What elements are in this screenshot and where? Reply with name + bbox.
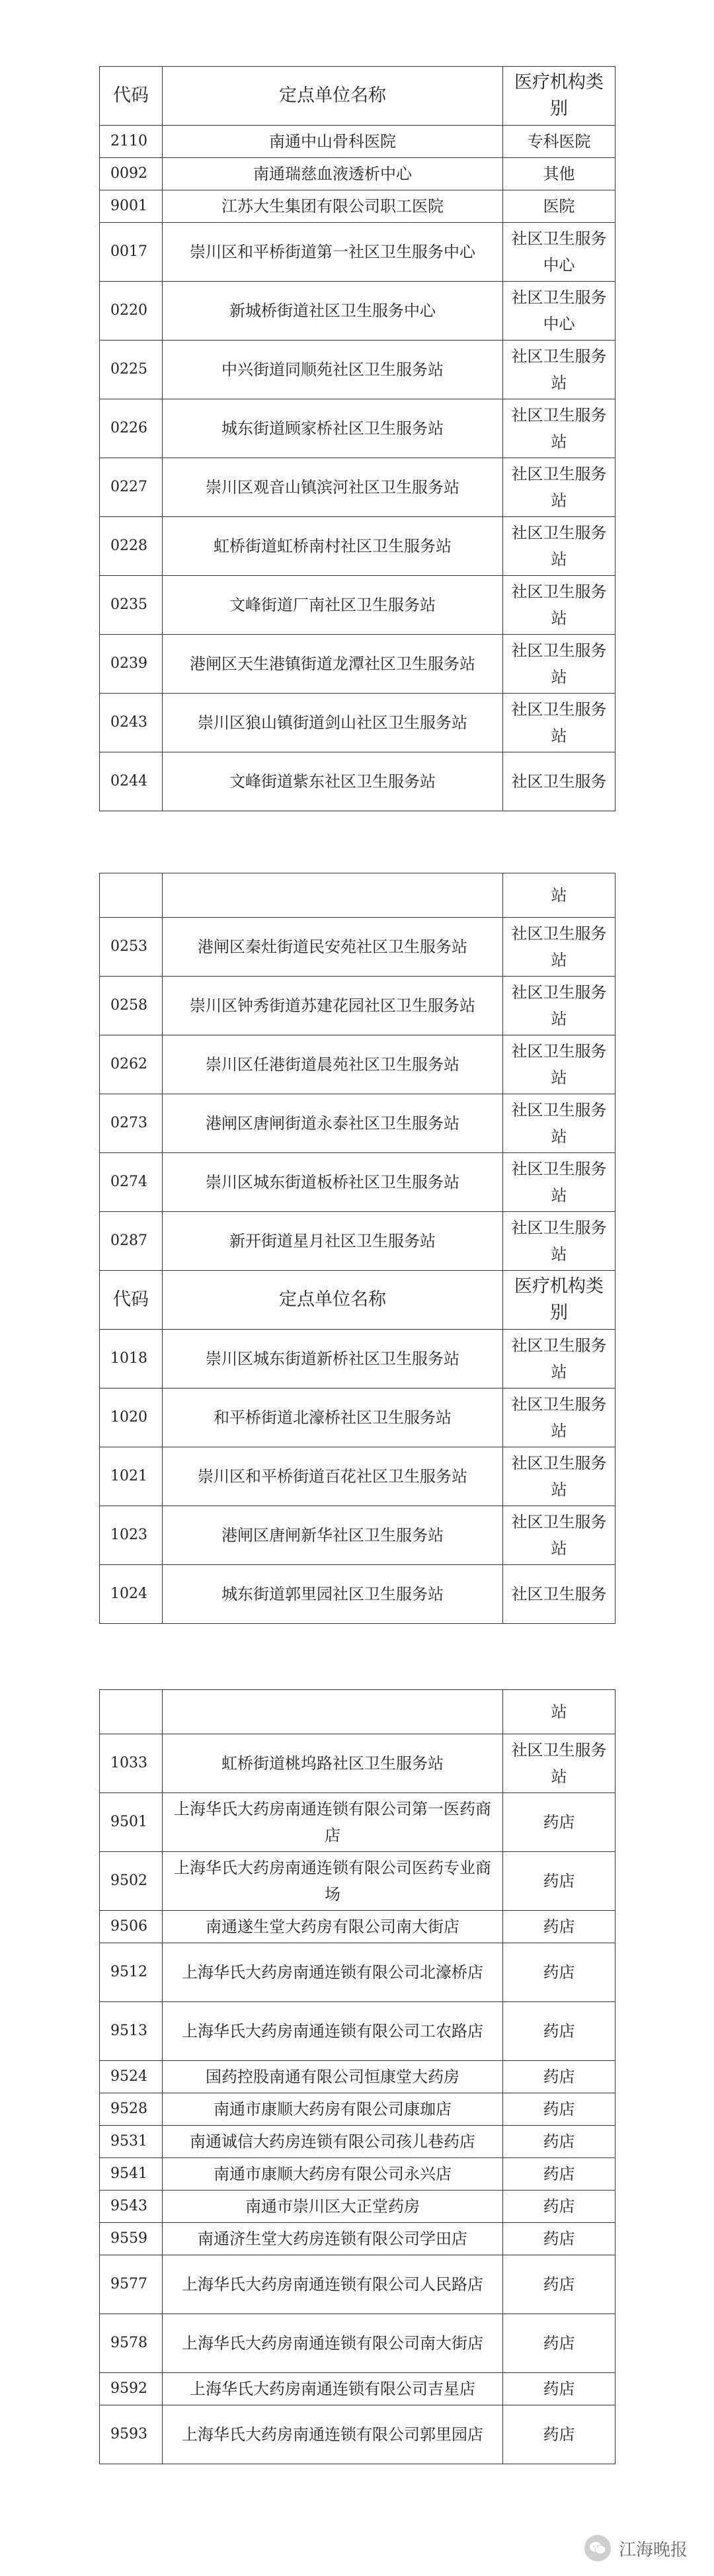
cell-institution-type: 站	[503, 873, 615, 918]
cell-unit-name: 定点单位名称	[163, 1271, 503, 1330]
cell-unit-name: 港闸区唐闸街道永泰社区卫生服务站	[163, 1094, 503, 1153]
table-row	[100, 458, 615, 517]
table-row	[100, 399, 615, 458]
designated-units-table-3	[99, 1689, 615, 2464]
cell-institution-type: 社区卫生服务站	[503, 1153, 615, 1212]
table-row	[100, 190, 615, 223]
cell-code: 1023	[100, 1506, 163, 1565]
cell-institution-type: 药店	[503, 1911, 615, 1943]
cell-institution-type: 社区卫生服务站	[503, 1212, 615, 1271]
table-header-row	[100, 67, 615, 126]
table-row	[100, 2002, 615, 2061]
cell-institution-type: 社区卫生服务站	[503, 1447, 615, 1506]
cell-institution-type: 社区卫生服务站	[503, 635, 615, 694]
cell-code: 0253	[100, 918, 163, 977]
cell-institution-type: 社区卫生服务	[503, 752, 615, 811]
cell-unit-name: 上海华氏大药房南通连锁有限公司人民路店	[163, 2255, 503, 2314]
cell-unit-name: 崇川区任港街道晨苑社区卫生服务站	[163, 1035, 503, 1094]
cell-unit-name: 南通市康顺大药房有限公司永兴店	[163, 2158, 503, 2191]
cell-code: 9506	[100, 1911, 163, 1943]
cell-institution-type: 药店	[503, 2093, 615, 2126]
cell-code: 0227	[100, 458, 163, 517]
cell-code: 0239	[100, 635, 163, 694]
cell-code: 1021	[100, 1447, 163, 1506]
table-row	[100, 1690, 615, 1734]
table-row	[100, 341, 615, 399]
cell-code: 0287	[100, 1212, 163, 1271]
cell-institution-type: 社区卫生服务站	[503, 341, 615, 399]
table-row	[100, 1389, 615, 1447]
cell-institution-type: 医院	[503, 190, 615, 223]
cell-institution-type: 社区卫生服务中心	[503, 223, 615, 282]
designated-units-table-2	[99, 873, 615, 1624]
cell-institution-type: 社区卫生服务站	[503, 1094, 615, 1153]
table-row	[100, 1212, 615, 1271]
header-code: 代码	[100, 67, 163, 126]
cell-code	[100, 1690, 163, 1734]
cell-code: 9502	[100, 1852, 163, 1911]
cell-unit-name: 港闸区天生港镇街道龙潭社区卫生服务站	[163, 635, 503, 694]
cell-code: 0258	[100, 977, 163, 1035]
table-row	[100, 158, 615, 190]
cell-institution-type: 社区卫生服务站	[503, 1035, 615, 1094]
table-row	[100, 2223, 615, 2255]
table-row	[100, 223, 615, 282]
table-row	[100, 2255, 615, 2314]
designated-units-table-1	[99, 66, 615, 811]
table-row	[100, 1734, 615, 1793]
cell-institution-type: 药店	[503, 1793, 615, 1852]
cell-institution-type: 其他	[503, 158, 615, 190]
cell-unit-name: 南通诚信大药房连锁有限公司孩儿巷药店	[163, 2126, 503, 2158]
table-row	[100, 126, 615, 158]
cell-code: 9528	[100, 2093, 163, 2126]
table-row	[100, 2191, 615, 2223]
cell-code: 0092	[100, 158, 163, 190]
cell-code: 0235	[100, 576, 163, 635]
table-row	[100, 1911, 615, 1943]
cell-code: 9577	[100, 2255, 163, 2314]
cell-unit-name: 城东街道郭里园社区卫生服务站	[163, 1565, 503, 1624]
cell-institution-type: 社区卫生服务	[503, 1565, 615, 1624]
cell-code: 2110	[100, 126, 163, 158]
table-row	[100, 2405, 615, 2464]
table-row	[100, 1094, 615, 1153]
cell-unit-name: 城东街道顾家桥社区卫生服务站	[163, 399, 503, 458]
cell-unit-name: 新开街道星月社区卫生服务站	[163, 1212, 503, 1271]
table-row	[100, 694, 615, 752]
cell-unit-name: 港闸区唐闸新华社区卫生服务站	[163, 1506, 503, 1565]
cell-institution-type: 药店	[503, 2002, 615, 2061]
cell-unit-name: 和平桥街道北濠桥社区卫生服务站	[163, 1389, 503, 1447]
cell-institution-type: 社区卫生服务站	[503, 399, 615, 458]
cell-code: 1020	[100, 1389, 163, 1447]
cell-unit-name: 南通市康顺大药房有限公司康珈店	[163, 2093, 503, 2126]
table-row	[100, 576, 615, 635]
table-row	[100, 752, 615, 811]
cell-unit-name: 南通中山骨科医院	[163, 126, 503, 158]
table-row	[100, 1506, 615, 1565]
cell-institution-type: 药店	[503, 2405, 615, 2464]
cell-code: 0273	[100, 1094, 163, 1153]
cell-institution-type: 社区卫生服务站	[503, 517, 615, 576]
table-row	[100, 977, 615, 1035]
cell-institution-type: 药店	[503, 2373, 615, 2405]
cell-institution-type: 站	[503, 1690, 615, 1734]
cell-unit-name: 上海华氏大药房南通连锁有限公司第一医药商店	[163, 1793, 503, 1852]
cell-unit-name: 江苏大生集团有限公司职工医院	[163, 190, 503, 223]
table-row	[100, 2158, 615, 2191]
cell-institution-type: 药店	[503, 1943, 615, 2002]
cell-code: 9524	[100, 2061, 163, 2093]
cell-institution-type: 社区卫生服务站	[503, 1330, 615, 1389]
cell-institution-type: 社区卫生服务站	[503, 1506, 615, 1565]
table-row	[100, 1793, 615, 1852]
cell-institution-type: 药店	[503, 2158, 615, 2191]
source-watermark	[584, 2535, 688, 2561]
cell-code: 9531	[100, 2126, 163, 2158]
header-name: 定点单位名称	[163, 67, 503, 126]
cell-code: 9501	[100, 1793, 163, 1852]
cell-institution-type: 社区卫生服务站	[503, 1389, 615, 1447]
cell-unit-name: 文峰街道厂南社区卫生服务站	[163, 576, 503, 635]
cell-unit-name: 上海华氏大药房南通连锁有限公司医药专业商场	[163, 1852, 503, 1911]
cell-code: 9559	[100, 2223, 163, 2255]
cell-code: 0225	[100, 341, 163, 399]
table-row	[100, 1035, 615, 1094]
cell-code: 1024	[100, 1565, 163, 1624]
cell-unit-name: 南通遂生堂大药房有限公司南大街店	[163, 1911, 503, 1943]
cell-code: 0274	[100, 1153, 163, 1212]
cell-code: 0220	[100, 282, 163, 341]
cell-code: 9512	[100, 1943, 163, 2002]
cell-unit-name: 港闸区秦灶街道民安苑社区卫生服务站	[163, 918, 503, 977]
table-row	[100, 1852, 615, 1911]
cell-unit-name: 国药控股南通有限公司恒康堂大药房	[163, 2061, 503, 2093]
cell-code: 1018	[100, 1330, 163, 1389]
wechat-logo-icon	[584, 2535, 611, 2561]
cell-unit-name: 崇川区钟秀街道苏建花园社区卫生服务站	[163, 977, 503, 1035]
cell-code: 0228	[100, 517, 163, 576]
cell-unit-name: 南通市崇川区大正堂药房	[163, 2191, 503, 2223]
cell-code	[100, 873, 163, 918]
table-row	[100, 1943, 615, 2002]
cell-unit-name	[163, 1690, 503, 1734]
table-row	[100, 2373, 615, 2405]
table-row	[100, 2061, 615, 2093]
cell-unit-name: 上海华氏大药房南通连锁有限公司南大街店	[163, 2314, 503, 2373]
cell-unit-name	[163, 873, 503, 918]
cell-institution-type: 专科医院	[503, 126, 615, 158]
table-row	[100, 1447, 615, 1506]
cell-unit-name: 文峰街道紫东社区卫生服务站	[163, 752, 503, 811]
table-row	[100, 1565, 615, 1624]
cell-code: 9513	[100, 2002, 163, 2061]
cell-institution-type: 社区卫生服务站	[503, 458, 615, 517]
cell-institution-type: 药店	[503, 1852, 615, 1911]
table-row	[100, 517, 615, 576]
cell-institution-type: 药店	[503, 2061, 615, 2093]
watermark-text: 江海晚报	[618, 2540, 688, 2560]
cell-institution-type: 药店	[503, 2223, 615, 2255]
cell-institution-type: 医疗机构类别	[503, 1271, 615, 1330]
cell-institution-type: 药店	[503, 2255, 615, 2314]
cell-unit-name: 南通瑞慈血液透析中心	[163, 158, 503, 190]
table-row	[100, 873, 615, 918]
cell-unit-name: 崇川区城东街道新桥社区卫生服务站	[163, 1330, 503, 1389]
cell-unit-name: 虹桥街道虹桥南村社区卫生服务站	[163, 517, 503, 576]
table-row	[100, 2314, 615, 2373]
cell-code: 9001	[100, 190, 163, 223]
cell-code: 代码	[100, 1271, 163, 1330]
cell-code: 0226	[100, 399, 163, 458]
cell-institution-type: 社区卫生服务站	[503, 576, 615, 635]
cell-code: 0262	[100, 1035, 163, 1094]
cell-unit-name: 崇川区观音山镇滨河社区卫生服务站	[163, 458, 503, 517]
cell-unit-name: 南通济生堂大药房连锁有限公司学田店	[163, 2223, 503, 2255]
header-type: 医疗机构类别	[503, 67, 615, 126]
cell-unit-name: 崇川区和平桥街道百花社区卫生服务站	[163, 1447, 503, 1506]
cell-unit-name: 上海华氏大药房南通连锁有限公司工农路店	[163, 2002, 503, 2061]
table-row	[100, 2126, 615, 2158]
cell-code: 9592	[100, 2373, 163, 2405]
table-row	[100, 282, 615, 341]
cell-code: 9593	[100, 2405, 163, 2464]
cell-institution-type: 社区卫生服务站	[503, 1734, 615, 1793]
cell-code: 1033	[100, 1734, 163, 1793]
cell-code: 9578	[100, 2314, 163, 2373]
cell-unit-name: 上海华氏大药房南通连锁有限公司吉星店	[163, 2373, 503, 2405]
cell-unit-name: 上海华氏大药房南通连锁有限公司郭里园店	[163, 2405, 503, 2464]
table-row	[100, 2093, 615, 2126]
table-row	[100, 635, 615, 694]
cell-unit-name: 崇川区和平桥街道第一社区卫生服务中心	[163, 223, 503, 282]
cell-institution-type: 社区卫生服务站	[503, 977, 615, 1035]
cell-unit-name: 中兴街道同顺苑社区卫生服务站	[163, 341, 503, 399]
cell-code: 0017	[100, 223, 163, 282]
cell-unit-name: 上海华氏大药房南通连锁有限公司北濠桥店	[163, 1943, 503, 2002]
cell-institution-type: 社区卫生服务站	[503, 694, 615, 752]
cell-code: 0244	[100, 752, 163, 811]
cell-institution-type: 药店	[503, 2191, 615, 2223]
cell-institution-type: 社区卫生服务中心	[503, 282, 615, 341]
cell-unit-name: 崇川区狼山镇街道剑山社区卫生服务站	[163, 694, 503, 752]
cell-institution-type: 药店	[503, 2314, 615, 2373]
table-row	[100, 918, 615, 977]
cell-unit-name: 新城桥街道社区卫生服务中心	[163, 282, 503, 341]
cell-code: 0243	[100, 694, 163, 752]
cell-code: 9541	[100, 2158, 163, 2191]
table-header-row	[100, 1271, 615, 1330]
table-row	[100, 1153, 615, 1212]
cell-unit-name: 崇川区城东街道板桥社区卫生服务站	[163, 1153, 503, 1212]
cell-institution-type: 药店	[503, 2126, 615, 2158]
cell-code: 9543	[100, 2191, 163, 2223]
cell-unit-name: 虹桥街道桃坞路社区卫生服务站	[163, 1734, 503, 1793]
table-row	[100, 1330, 615, 1389]
cell-institution-type: 社区卫生服务站	[503, 918, 615, 977]
